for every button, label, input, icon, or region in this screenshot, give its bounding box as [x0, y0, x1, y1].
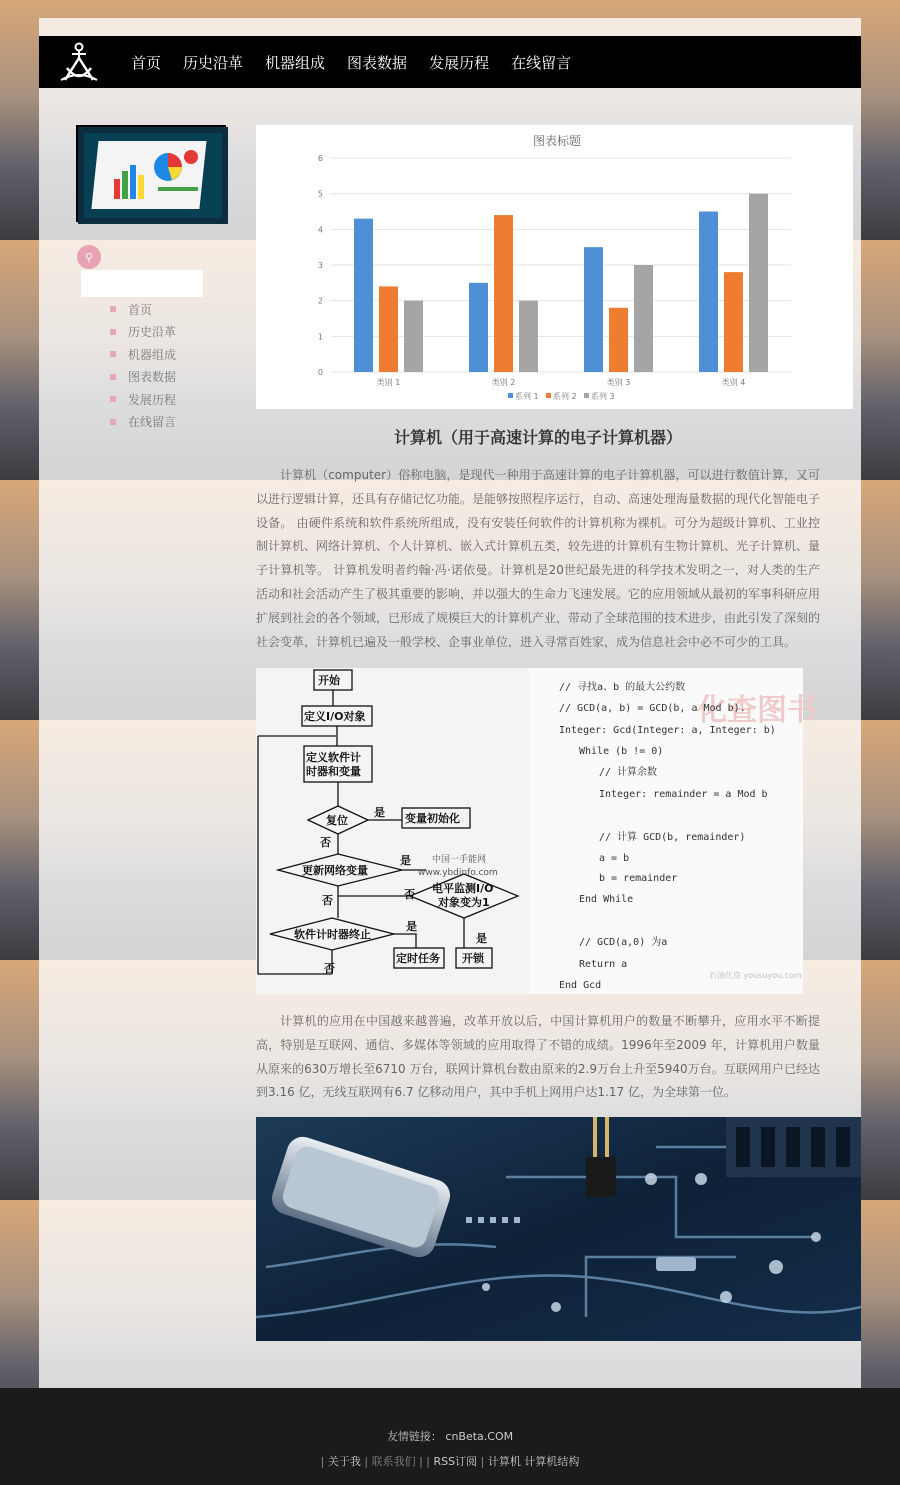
- bullet-icon: [110, 306, 116, 312]
- footer-separator: |: [364, 1455, 369, 1468]
- article-paragraph-1: 计算机（computer）俗称电脑，是现代一种用于高速计算的电子计算机器，可以进行数值计算，又可以进行逻辑计算，还具有存储记忆功能。是能够按照程序运行，自动、高速处理海量数据的现代化智能电子设备。 由硬件系统和软件系统所组成，没有安装任何软件的计算机称为裸机。可分为超级计算机、工业控制计算机、网络计算机、个人计算机、嵌入式计算机五类，较先进的计算机有生物计算机、光子计算机、量子计算机等。 计算机发明者约翰·冯·诺依曼。计算机是20世纪最先进的科学技术发明之一，对人类的生产活动和社会活动产生了极其重要的影响，并以强大的生命力飞速发展。它的应用领域从最初的军事科研应用扩展到社会的各个领域，已形成了规模巨大的计算机产业，带动了全球范围的技术进步，由此引发了深刻的社会变革，计算机已遍及一般学校、企事业单位，进入寻常百姓家，成为信息社会中必不可少的工具。: [256, 468, 821, 649]
- watermark-text: 化查图书: [697, 693, 817, 728]
- bar-系列1-0: [354, 219, 373, 372]
- y-tick-label: 3: [317, 261, 323, 270]
- legend-swatch: [546, 393, 551, 398]
- flowchart-text: 是: [476, 932, 487, 945]
- footer-link-about[interactable]: 关于我: [327, 1455, 361, 1468]
- nav-item-history[interactable]: 历史沿革: [183, 53, 244, 72]
- flowchart-text: 定时任务: [396, 952, 440, 965]
- footer-link-rss[interactable]: RSS订阅: [433, 1455, 478, 1468]
- article-title: 计算机（用于高速计算的电子计算机器）: [393, 428, 682, 447]
- nav-item-development[interactable]: 发展历程: [429, 53, 490, 72]
- flowchart-text: 变量初始化: [405, 812, 460, 825]
- bar-系列3-1: [519, 301, 538, 372]
- y-tick-label: 4: [317, 225, 323, 235]
- legend-label: 系列 1: [515, 392, 539, 401]
- flowchart-text: 是: [406, 920, 417, 933]
- flowchart-text: 复位: [326, 814, 348, 827]
- x-tick-label: 类别 2: [491, 378, 516, 387]
- flowchart-text: 否: [320, 836, 331, 849]
- code-line: // 计算余数: [599, 767, 658, 778]
- y-tick-label: 0: [317, 368, 323, 377]
- flowchart-text: 是: [400, 854, 411, 867]
- x-tick-label: 类别 1: [376, 378, 401, 387]
- bullet-icon: [110, 374, 116, 380]
- code-line: // 寻找a、b 的最大公约数: [559, 682, 686, 693]
- watermark-text: 中国一手能网: [432, 855, 487, 865]
- flowchart-text: 是: [374, 806, 385, 819]
- sidebar-item-chart-data[interactable]: 图表数据: [110, 366, 176, 389]
- legend-swatch: [584, 393, 589, 398]
- footer: [0, 1388, 900, 1485]
- bar-chart: [256, 125, 853, 409]
- code-line: a = b: [599, 853, 630, 864]
- flowchart-text: 对象变为1: [438, 896, 490, 909]
- nav-item-chart-data[interactable]: 图表数据: [347, 53, 408, 72]
- footer-links-row: [0, 1428, 900, 1444]
- logo-icon: [57, 40, 101, 84]
- sidebar-item-home[interactable]: 首页: [110, 298, 176, 321]
- top-nav: [39, 36, 861, 88]
- x-tick-label: 类别 3: [606, 378, 631, 387]
- flowchart-text: 电平监测I/O: [432, 882, 494, 895]
- nav-item-components[interactable]: 机器组成: [265, 53, 326, 72]
- flowchart-image: [256, 668, 529, 994]
- code-line: // GCD(a,0) 为a: [579, 937, 668, 948]
- code-line: While (b != 0): [579, 746, 664, 757]
- sidebar-image: [76, 125, 226, 222]
- footer-separator: |: [480, 1455, 485, 1468]
- flowchart-text: 时器和变量: [306, 765, 361, 778]
- y-tick-label: 1: [317, 332, 323, 342]
- footer-separator: |: [426, 1455, 431, 1468]
- footer-links-label: 友情链接：: [386, 1430, 442, 1443]
- footer-link-cnbeta[interactable]: cnBeta.COM: [445, 1430, 514, 1443]
- circuit-board-image: [256, 1117, 861, 1341]
- y-tick-label: 6: [317, 154, 323, 163]
- bullet-icon: [110, 419, 116, 425]
- footer-separator: |: [320, 1455, 325, 1468]
- code-line: End Gcd: [559, 980, 602, 991]
- code-line: End While: [579, 894, 634, 905]
- flowchart-text: 否: [322, 894, 333, 907]
- article-paragraph-2: 计算机的应用在中国越来越普遍，改革开放以后，中国计算机用户的数量不断攀升，应用水平不断提高，特别是互联网、通信、多媒体等领域的应用取得了不错的成绩。1996年至2009 年，计算机用户数量从原来的630万增长至6710 万台，联网计算机台数由原来的2.9万台上升至5940万台。互联网用户已经达到3.16 亿，无线互联网有6.7 亿移动用户，其中手机上网用户达1.17 亿，为全球第一位。: [256, 1014, 820, 1100]
- flowchart-text: 软件计时器终止: [294, 928, 371, 941]
- flowchart-text: 定义软件计: [306, 751, 361, 764]
- code-line: // GCD(a, b) = GCD(b, a Mod b).: [559, 703, 746, 714]
- sidebar-item-components[interactable]: 机器组成: [110, 343, 176, 366]
- nav-item-home[interactable]: 首页: [131, 53, 162, 72]
- bar-系列2-2: [609, 308, 628, 372]
- bar-系列2-0: [379, 286, 398, 372]
- watermark-text: www.ybdinfo.com: [418, 868, 498, 878]
- chart-title: 图表标题: [532, 134, 582, 148]
- code-line: Integer: Gcd(Integer: a, Integer: b): [559, 725, 776, 736]
- footer-link-site-tag[interactable]: 计算机 计算机结构: [487, 1455, 580, 1468]
- code-line: // 计算 GCD(b, remainder): [599, 832, 746, 843]
- footer-link-contact[interactable]: 联系我们: [371, 1455, 416, 1468]
- bar-系列3-0: [404, 301, 423, 372]
- x-tick-label: 类别 4: [721, 378, 746, 387]
- sidebar-menu: [110, 298, 176, 433]
- footer-separator: |: [419, 1455, 423, 1468]
- code-line: Integer: remainder = a Mod b: [599, 789, 768, 800]
- flowchart-text: 否: [404, 888, 415, 901]
- y-tick-label: 2: [317, 296, 323, 306]
- code-line: b = remainder: [599, 873, 678, 884]
- bullet-icon: [110, 351, 116, 357]
- flowchart-text: 开始: [318, 674, 340, 687]
- y-tick-label: 5: [317, 189, 323, 199]
- sidebar-item-history[interactable]: 历史沿革: [110, 321, 176, 344]
- flowchart-text: 开锁: [462, 952, 484, 965]
- bullet-icon: [110, 329, 116, 335]
- bar-系列1-2: [584, 247, 603, 372]
- flowchart-text: 定义I/O对象: [304, 710, 366, 723]
- search-icon[interactable]: ⚲: [77, 245, 101, 269]
- legend-label: 系列 2: [553, 392, 577, 401]
- code-line: Return a: [579, 959, 628, 970]
- site-logo[interactable]: [39, 36, 119, 88]
- sidebar-item-development[interactable]: 发展历程: [110, 388, 176, 411]
- sidebar-item-message[interactable]: 在线留言: [110, 411, 176, 434]
- bar-系列3-3: [749, 194, 768, 372]
- bar-系列3-2: [634, 265, 653, 372]
- flowchart-text: 否: [324, 962, 335, 975]
- bar-系列1-1: [469, 283, 488, 372]
- bullet-icon: [110, 396, 116, 402]
- bar-系列2-3: [724, 272, 743, 372]
- bar-chart-image: [256, 125, 853, 409]
- nav-item-message[interactable]: 在线留言: [511, 53, 572, 72]
- search-input[interactable]: [81, 270, 203, 297]
- footer-bottom-row: [0, 1453, 900, 1469]
- watermark-text: 石油化资 yousuyou.com: [709, 971, 802, 980]
- code-image: [529, 668, 817, 994]
- legend-swatch: [508, 393, 513, 398]
- legend-label: 系列 3: [591, 392, 615, 401]
- flowchart-text: 更新网络变量: [302, 864, 368, 877]
- bar-系列2-1: [494, 215, 513, 372]
- bar-系列1-3: [699, 212, 718, 373]
